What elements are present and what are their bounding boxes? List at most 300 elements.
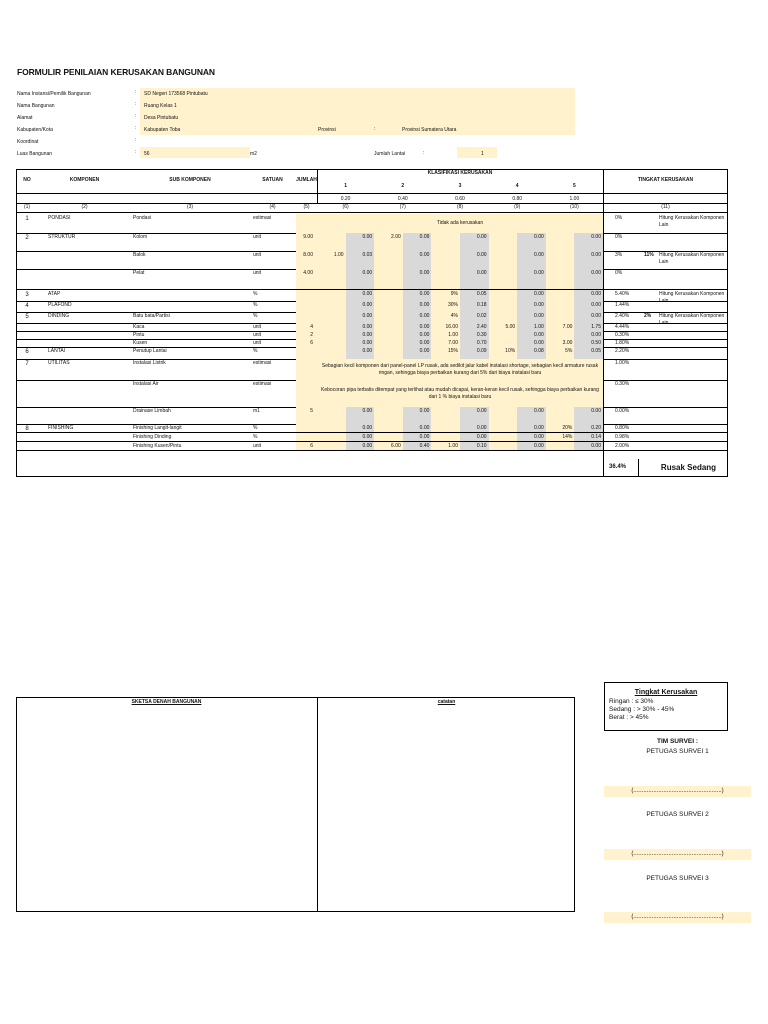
row-satuan: estimasi <box>253 215 272 221</box>
colon: : <box>135 149 137 155</box>
row-computed-value: 0.00 <box>591 234 601 240</box>
provinsi-label: Provinsi <box>318 127 336 133</box>
legend-ringan: Ringan : ≤ 30% <box>609 698 654 705</box>
row-input-cell[interactable] <box>317 290 346 301</box>
header-weight-5: 1.00 <box>569 196 580 202</box>
row-input-cell[interactable] <box>546 233 575 251</box>
row-input-cell[interactable] <box>546 407 575 424</box>
row-computed-value: 0.00 <box>362 425 373 431</box>
row-no: 7 <box>25 361 29 367</box>
row-input-cell[interactable] <box>431 269 460 289</box>
row-computed-value: 0.05 <box>591 348 601 354</box>
row-input-value: 5.00 <box>505 324 516 330</box>
row-computed-value: 0.00 <box>419 425 430 431</box>
table-rule <box>16 212 728 213</box>
row-jumlah-cell[interactable] <box>296 380 317 407</box>
row-input-cell[interactable] <box>546 290 575 301</box>
row-computed-value: 0.00 <box>362 324 373 330</box>
row-no: 6 <box>25 349 29 355</box>
sketch-divider <box>317 697 318 912</box>
row-computed-value: 0.09 <box>419 234 430 240</box>
row-input-cell[interactable] <box>374 251 403 269</box>
row-sub-komponen: Kolom <box>133 234 148 240</box>
row-computed-value: 0.08 <box>534 348 544 354</box>
row-input-cell[interactable] <box>546 269 575 289</box>
row-computed-value: 0.03 <box>362 252 373 258</box>
colon: : <box>423 150 425 156</box>
header-index: (7) <box>399 204 406 210</box>
row-jumlah: 5 <box>310 408 313 414</box>
header-sub-komponen: SUB KOMPONEN <box>169 177 211 183</box>
row-computed-value: 0.00 <box>534 443 544 449</box>
row-no: 8 <box>25 426 29 432</box>
row-no: 4 <box>25 303 29 309</box>
bangunan-label: Nama Bangunan <box>17 103 55 109</box>
colon: : <box>135 137 137 143</box>
row-computed-value: 0.00 <box>362 302 373 308</box>
row-input-cell[interactable] <box>317 442 346 450</box>
row-computed-value: 0.00 <box>362 408 373 414</box>
header-klasifikasi: KLASIFIKASI KERUSAKAN <box>427 170 493 176</box>
row-tingkat: 0.80% <box>615 425 630 431</box>
row-input-cell[interactable] <box>374 269 403 289</box>
header-class-4: 4 <box>515 183 519 189</box>
colon: : <box>135 89 137 95</box>
row-input-cell[interactable] <box>489 331 518 339</box>
row-jumlah-cell[interactable] <box>296 347 317 359</box>
row-input-cell[interactable] <box>489 407 518 424</box>
row-computed-value: 0.00 <box>362 434 373 440</box>
row-computed-value: 0.00 <box>476 425 487 431</box>
row-input-cell[interactable] <box>317 347 346 359</box>
header-index: (5) <box>303 204 310 210</box>
row-computed-value: 0.00 <box>534 425 544 431</box>
row-input-cell[interactable] <box>431 407 460 424</box>
petugas-3-label: PETUGAS SURVEI 3 <box>646 875 709 882</box>
row-input-cell[interactable] <box>546 331 575 339</box>
row-computed-value: 0.00 <box>419 270 430 276</box>
row-computed-value: 0.00 <box>419 252 430 258</box>
row-input-value: 5% <box>565 348 573 354</box>
row-input-cell[interactable] <box>317 433 346 441</box>
row-sub-komponen: Drainase Limbah <box>133 408 171 414</box>
row-computed-value: 0.00 <box>534 302 544 308</box>
row-satuan: unit <box>253 340 262 346</box>
row-computed-value: 0.30 <box>476 332 487 338</box>
row-input-cell[interactable] <box>374 312 403 323</box>
row-tingkat: 2.20% <box>615 348 630 354</box>
row-tingkat: 3% <box>615 252 623 258</box>
header-komponen: KOMPONEN <box>69 177 100 183</box>
header-index: (4) <box>269 204 276 210</box>
header-index: (11) <box>661 204 670 210</box>
row-satuan: estimasi <box>253 360 272 366</box>
row-computed-value: 0.00 <box>362 313 373 319</box>
luas-value[interactable]: 56 <box>144 151 150 157</box>
row-input-cell[interactable] <box>317 331 346 339</box>
row-komponen: DINDING <box>48 313 70 319</box>
header-weight-3: 0.60 <box>455 196 465 202</box>
row-computed-value: 0.00 <box>534 340 544 346</box>
row-input-cell[interactable] <box>489 233 518 251</box>
row-input-value: 1.00 <box>333 252 344 258</box>
row-computed-value: 0.00 <box>534 252 544 258</box>
row-note: Hitung Kerusakan Komponen <box>659 291 725 297</box>
row-input-cell[interactable] <box>489 312 518 323</box>
row-tingkat: 1.00% <box>615 360 630 366</box>
row-computed-value: 0.00 <box>591 291 601 297</box>
petugas-1-label: PETUGAS SURVEI 1 <box>646 748 709 755</box>
row-input-cell[interactable] <box>489 442 518 450</box>
row-tingkat: 0.98% <box>615 434 630 440</box>
header-no: NO <box>23 177 31 183</box>
row-satuan: % <box>253 425 258 431</box>
row-satuan: unit <box>253 443 262 449</box>
row-sub-komponen: Pondasi <box>133 215 152 221</box>
row-input-cell[interactable] <box>546 301 575 312</box>
row-input-cell[interactable] <box>317 339 346 347</box>
table-rule <box>603 169 604 477</box>
row-computed-value: 0.00 <box>591 313 601 319</box>
row-computed-value: 0.10 <box>476 443 487 449</box>
row-computed-value: 0.00 <box>419 291 430 297</box>
row-computed-value: 0.00 <box>476 408 487 414</box>
row-input-value: 15% <box>447 348 458 354</box>
row-computed-value: 0.02 <box>476 313 487 319</box>
luas-label: Luas Bangunan <box>17 151 53 157</box>
row-input-cell[interactable] <box>374 290 403 301</box>
row-computed-value: 0.00 <box>591 302 601 308</box>
row-computed-value: 0.00 <box>362 270 373 276</box>
row-jumlah: 2 <box>310 332 313 338</box>
colon: : <box>135 125 137 131</box>
luas-unit: m2 <box>250 151 257 157</box>
row-input-value: 6.00 <box>391 443 401 449</box>
row-jumlah: 6 <box>310 443 313 449</box>
row-computed-value: 0.00 <box>419 348 430 354</box>
row-computed-value: 0.00 <box>362 348 373 354</box>
row-input-cell[interactable] <box>374 424 403 432</box>
row-input-value: 2.00 <box>391 234 401 240</box>
header-weight-2: 0.40 <box>397 196 408 202</box>
sketch-box <box>16 697 575 912</box>
header-tingkat: TINGKAT KERUSAKAN <box>637 177 694 183</box>
colon: : <box>374 126 376 132</box>
row-input-cell[interactable] <box>489 251 518 269</box>
row-satuan: % <box>253 291 258 297</box>
header-index: (9) <box>514 204 521 210</box>
row-input-value: 1.00 <box>448 332 458 338</box>
row-computed-value: 0.00 <box>419 302 430 308</box>
row-input-cell[interactable] <box>489 424 518 432</box>
row-input-cell[interactable] <box>317 424 346 432</box>
row-sub-komponen <box>133 291 249 298</box>
row-satuan: % <box>253 434 258 440</box>
row-computed-value: 2.40 <box>476 324 487 330</box>
row-sub-komponen: Finishing Kusen/Pintu <box>133 443 182 449</box>
header-index: (6) <box>342 204 349 210</box>
row-input-cell[interactable] <box>546 251 575 269</box>
colon: : <box>135 113 137 119</box>
row-computed-value: 0.70 <box>476 340 487 346</box>
tim-survei-label: TIM SURVEI : <box>656 738 699 745</box>
row-group-pct: 2% <box>644 313 652 319</box>
lantai-value[interactable]: 1 <box>481 151 484 157</box>
row-input-value: 14% <box>562 434 573 440</box>
table-rule <box>317 169 318 203</box>
kabupaten-value[interactable]: Kabupaten Toba <box>144 127 181 133</box>
row-sub-komponen: Balok <box>133 252 146 258</box>
row-computed-value: 0.00 <box>534 291 544 297</box>
row-input-cell[interactable] <box>374 433 403 441</box>
row-input-value: 4% <box>450 313 458 319</box>
row-note: Hitung Kerusakan Komponen Lain <box>659 252 725 265</box>
row-jumlah: 4.00 <box>303 270 313 276</box>
row-input-cell[interactable] <box>317 269 346 289</box>
row-sub-komponen: Penutup Lantai <box>133 348 167 354</box>
row-komponen: LANTAI <box>48 348 66 354</box>
row-computed-value: 0.00 <box>476 252 487 258</box>
legend-title: Tingkat Kerusakan <box>634 689 698 696</box>
row-input-value: 1.00 <box>448 443 458 449</box>
row-computed-value: 0.00 <box>534 408 544 414</box>
legend-berat: Berat : > 45% <box>609 714 649 721</box>
row-computed-value: 0.09 <box>476 348 487 354</box>
header-index: (1) <box>23 204 31 210</box>
row-computed-value: 0.00 <box>362 340 373 346</box>
petugas-2-label: PETUGAS SURVEI 2 <box>646 811 709 818</box>
lantai-input-area <box>457 147 497 158</box>
row-computed-value: 0.00 <box>419 313 430 319</box>
row-input-cell[interactable] <box>546 442 575 450</box>
alamat-value[interactable]: Desa Pintubatu <box>144 115 179 121</box>
row-computed-value: 0.00 <box>476 234 487 240</box>
row-jumlah: 6 <box>310 340 313 346</box>
row-tingkat: 0.30% <box>615 332 630 338</box>
row-input-cell[interactable] <box>431 251 460 269</box>
row-input-cell[interactable] <box>317 233 346 251</box>
row-input-cell[interactable] <box>489 433 518 441</box>
instansi-value[interactable]: SD Negeri 173568 Pintubatu <box>144 91 208 97</box>
row-input-value: 30% <box>447 302 458 308</box>
header-class-3: 3 <box>458 183 462 189</box>
row-note: Hitung Kerusakan Komponen Lain <box>659 215 725 228</box>
row-input-value: 20% <box>562 425 573 431</box>
row-computed-value: 0.20 <box>591 425 601 431</box>
table-rule <box>638 459 639 477</box>
row-tingkat: 2.40% <box>615 313 630 319</box>
lantai-label: Jumlah Lantai <box>374 151 406 157</box>
row-input-value: 7.00 <box>448 340 458 346</box>
row-sub-komponen: Pintu <box>133 332 145 338</box>
row-satuan: unit <box>253 324 262 330</box>
row-input-value: 7.00 <box>562 324 573 330</box>
row-input-cell[interactable] <box>317 323 346 331</box>
total-category: Rusak Sedang <box>660 463 717 472</box>
row-input-cell[interactable] <box>317 312 346 323</box>
row-description[interactable]: Tidak ada kerusakan <box>317 214 603 233</box>
row-tingkat: 5.40% <box>615 291 630 297</box>
row-input-cell[interactable] <box>431 433 460 441</box>
table-rule <box>16 450 728 451</box>
alamat-label: Alamat <box>17 115 33 121</box>
row-tingkat: 1.44% <box>615 302 630 308</box>
row-computed-value: 0.00 <box>534 270 544 276</box>
table-rule <box>16 169 17 477</box>
koordinat-label: Koordinat <box>17 139 39 145</box>
row-input-cell[interactable] <box>546 312 575 323</box>
row-komponen: PLAFOND <box>48 302 72 308</box>
row-input-cell[interactable] <box>374 301 403 312</box>
row-input-cell[interactable] <box>489 269 518 289</box>
row-computed-value: 0.00 <box>591 332 601 338</box>
row-computed-value: 0.00 <box>534 434 544 440</box>
row-jumlah-cell[interactable] <box>296 301 317 312</box>
row-computed-value: 0.00 <box>419 434 430 440</box>
row-jumlah-cell[interactable] <box>296 214 317 233</box>
row-input-cell[interactable] <box>431 424 460 432</box>
kabupaten-label: Kabupaten/Kota <box>17 127 53 133</box>
row-jumlah-cell[interactable] <box>296 424 317 432</box>
petugas-3-signature[interactable]: (.....................................................) <box>604 912 751 923</box>
header-weight-1: 0.20 <box>340 196 351 202</box>
instansi-label: Nama Instansi/Pemilik Bangunan <box>17 91 91 97</box>
row-sub-komponen: Batu bata/Partisi <box>133 313 170 319</box>
row-input-value: 3.00 <box>562 340 573 346</box>
row-input-cell[interactable] <box>489 301 518 312</box>
row-note: Hitung Kerusakan Komponen <box>659 313 725 319</box>
row-satuan: m1 <box>253 408 260 414</box>
row-input-value: 9% <box>450 291 458 297</box>
luas-input-area <box>140 147 250 158</box>
row-jumlah-cell[interactable] <box>296 433 317 441</box>
row-jumlah-cell[interactable] <box>296 312 317 323</box>
row-computed-value: 0.00 <box>591 408 601 414</box>
row-computed-value: 0.00 <box>534 234 544 240</box>
row-computed-value: 0.00 <box>591 252 601 258</box>
row-jumlah-cell[interactable] <box>296 359 317 380</box>
row-computed-value: 0.00 <box>534 332 544 338</box>
row-no: 2 <box>25 235 29 241</box>
row-input-cell[interactable] <box>489 290 518 301</box>
row-input-value: 16.00 <box>445 324 458 330</box>
header-index: (8) <box>456 204 464 210</box>
row-description[interactable]: Kebocoran pipa terbatis ditempat yang terlihat atau mudah dicapai, keran-keran kecil rusak, sehingga biaya perbaikan kurang dari 1 % biaya instalasi baru <box>317 380 603 407</box>
row-group-pct: 11% <box>644 252 654 258</box>
row-sub-komponen <box>133 302 249 309</box>
row-tingkat: 2.00% <box>615 443 630 449</box>
row-input-cell[interactable] <box>317 301 346 312</box>
row-sub-komponen: Finishing Dinding <box>133 434 172 440</box>
petugas-1-signature[interactable]: (.....................................................) <box>604 786 751 797</box>
row-input-cell[interactable] <box>489 339 518 347</box>
sketch-title: SKETSA DENAH BANGUNAN <box>131 699 202 705</box>
form-title: FORMULIR PENILAIAN KERUSAKAN BANGUNAN <box>17 67 215 77</box>
row-computed-value: 0.00 <box>534 313 544 319</box>
row-no: 1 <box>25 216 29 222</box>
header-index: (3) <box>186 204 194 210</box>
row-input-value: 10% <box>505 348 516 354</box>
row-input-cell[interactable] <box>374 407 403 424</box>
catatan-title: catatan <box>437 699 456 705</box>
row-jumlah-cell[interactable] <box>296 290 317 301</box>
legend-sedang: Sedang : > 30% - 45% <box>609 706 675 713</box>
row-tingkat: 0% <box>615 270 623 276</box>
row-no: 3 <box>25 292 29 298</box>
row-input-cell[interactable] <box>374 347 403 359</box>
row-computed-value: 0.14 <box>591 434 601 440</box>
header-weight-4: 0.80 <box>512 196 523 202</box>
row-sub-komponen: Kusen <box>133 340 148 346</box>
row-input-cell[interactable] <box>374 323 403 331</box>
row-satuan: unit <box>253 234 262 240</box>
total-percentage: 36.4% <box>609 464 627 470</box>
row-computed-value: 0.00 <box>362 291 373 297</box>
row-input-cell[interactable] <box>374 339 403 347</box>
row-input-cell[interactable] <box>374 331 403 339</box>
row-tingkat: 0.00% <box>615 408 630 414</box>
row-computed-value: 0.00 <box>476 434 487 440</box>
row-komponen: ATAP <box>48 291 61 297</box>
row-jumlah: 9.00 <box>303 234 313 240</box>
header-index: (2) <box>81 204 88 210</box>
table-rule <box>16 193 728 194</box>
row-computed-value: 0.00 <box>591 270 601 276</box>
row-computed-value: 0.00 <box>362 443 373 449</box>
row-tingkat: 4.44% <box>615 324 630 330</box>
row-computed-value: 1.75 <box>591 324 601 330</box>
row-computed-value: 0.00 <box>591 443 601 449</box>
row-satuan: unit <box>253 270 262 276</box>
row-sub-komponen: Kaca <box>133 324 145 330</box>
assessment-table <box>16 169 728 477</box>
petugas-2-signature[interactable]: (.....................................................) <box>604 849 751 860</box>
header-class-2: 2 <box>401 183 405 189</box>
row-satuan: % <box>253 313 258 319</box>
row-komponen: STRUKTUR <box>48 234 76 240</box>
table-rule <box>727 169 728 477</box>
row-satuan: unit <box>253 252 262 258</box>
row-input-cell[interactable] <box>431 233 460 251</box>
row-satuan: % <box>253 348 258 354</box>
row-jumlah: 4 <box>310 324 313 330</box>
row-satuan: estimasi <box>253 381 272 387</box>
row-tingkat: 0% <box>615 234 623 240</box>
provinsi-value[interactable]: Provinsi Sumatera Utara <box>402 127 457 133</box>
row-computed-value: 0.18 <box>476 302 487 308</box>
header-index: (10) <box>569 204 579 210</box>
header-jumlah: JUMLAH <box>296 177 317 183</box>
header-satuan: SATUAN <box>262 177 283 183</box>
row-computed-value: 0.40 <box>419 443 430 449</box>
table-rule <box>16 203 728 204</box>
row-computed-value: 0.00 <box>419 332 430 338</box>
row-sub-komponen: Instalasi Listrik <box>133 360 166 366</box>
row-description[interactable]: Sebagian kecil komponen dari panel-panel LP rusak, ada sedikit jalur kabel instalasi shortage, sebagian kecil armature rusak ringan, sehingga biaya perbaikan kurang dari 5% dari biaya instalasi baru <box>317 359 603 380</box>
row-tingkat: 1.80% <box>615 340 630 346</box>
row-computed-value: 0.00 <box>419 340 430 346</box>
row-input-cell[interactable] <box>317 407 346 424</box>
row-sub-komponen: Instalasi Air <box>133 381 159 387</box>
table-rule <box>16 476 728 477</box>
row-computed-value: 0.00 <box>476 270 487 276</box>
row-tingkat: 0% <box>615 215 623 221</box>
header-class-5: 5 <box>573 183 576 189</box>
bangunan-value[interactable]: Ruang Kelas 1 <box>144 103 177 109</box>
row-sub-komponen: Finishing Langit-langit <box>133 425 182 431</box>
row-tingkat: 0.30% <box>615 381 630 387</box>
row-computed-value: 0.00 <box>419 408 430 414</box>
